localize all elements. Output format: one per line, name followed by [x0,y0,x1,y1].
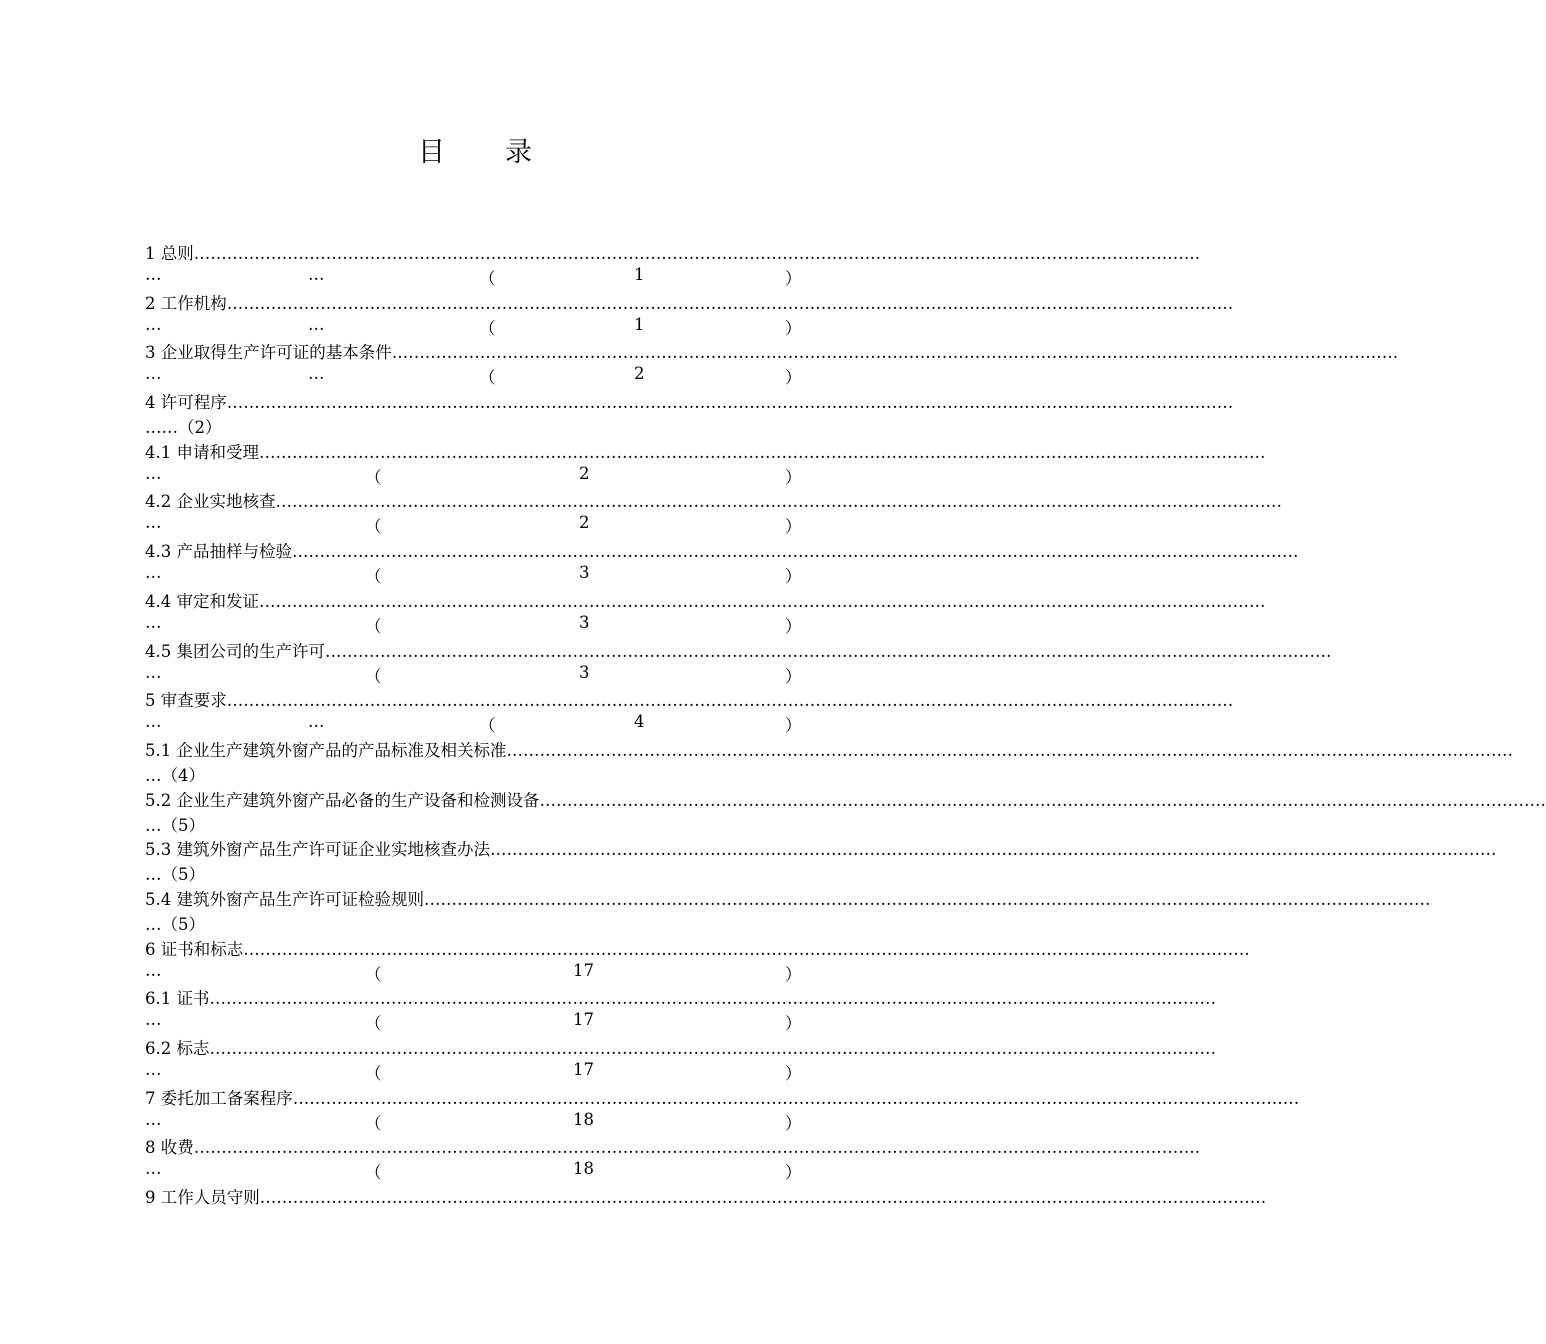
toc-page-number: 17 [573,960,594,980]
toc-leader-dots: ………………………………………………………………………………………………………………………………………………………………… [193,244,1201,263]
toc-leader-dots: ………………………………………………………………………………………………………………………………………………………………… [259,442,1266,462]
toc-paren-close: ） [785,467,802,487]
toc-page-number: 1 [634,314,645,334]
toc-entry-line [145,936,1250,961]
toc-page-number: 17 [573,1060,594,1079]
toc-page-line [145,315,805,339]
toc-page-line [145,1010,805,1034]
toc-leader-dots: … [308,265,325,284]
toc-entry-label: 9 工作人员守则 [145,1188,260,1208]
toc-page-line [145,464,805,488]
toc-paren-open: （ [365,1064,382,1083]
page-title [0,130,950,169]
toc-page-number: 3 [579,612,590,632]
toc-leader-dots: … [145,513,162,533]
toc-entry[interactable] [145,638,1332,688]
toc-leader-dots: ………………………………………………………………………………………………………………………………………………………………… [490,840,1497,860]
toc-page-number: …（5） [145,815,205,835]
toc-paren-close: ） [785,517,802,537]
toc-page-number: 18 [573,1109,594,1129]
toc-entry-line [145,787,1546,812]
toc-entry[interactable] [145,389,1234,439]
toc-page-line [145,762,805,786]
toc-paren-close: ） [785,1163,802,1183]
table-of-contents [145,240,1546,1234]
toc-leader-dots: … [145,1159,162,1179]
toc-page-line [145,663,805,687]
toc-leader-dots: ………………………………………………………………………………………………………………………………………………………………… [292,1088,1300,1108]
toc-entry-line [145,538,1299,563]
toc-entry-line [145,638,1332,663]
toc-page-line [145,1159,805,1183]
toc-entry-label: 3 企业取得生产许可证的基本条件 [145,343,392,363]
toc-leader-dots: ………………………………………………………………………………………………………………………………………………………………… [209,989,1216,1009]
toc-page-line [145,1060,805,1084]
toc-entry-line [145,588,1266,613]
toc-entry[interactable] [145,488,1282,538]
toc-entry-line [145,240,1201,265]
toc-entry-line [145,1184,1267,1209]
toc-entry-label: 5.2 企业生产建筑外窗产品必备的生产设备和检测设备 [145,790,540,810]
toc-leader-dots: ………………………………………………………………………………………………………………………………………………………………… [506,740,1513,760]
toc-entry-line [145,1035,1216,1060]
toc-leader-dots: ………………………………………………………………………………………………………………………………………………………………… [226,393,1234,413]
toc-leader-dots: ………………………………………………………………………………………………………………………………………………………………… [424,889,1431,909]
toc-entry-line [145,985,1216,1010]
toc-entry-line [145,836,1497,861]
toc-leader-dots: … [308,314,325,334]
toc-leader-dots: ………………………………………………………………………………………………………………………………………………………………… [292,542,1299,562]
toc-paren-close: ） [785,567,802,587]
toc-leader-dots: … [145,1010,162,1030]
toc-entry-label: 1 总则 [145,244,194,263]
toc-leader-dots: ………………………………………………………………………………………………………………………………………………………………… [539,790,1546,810]
toc-leader-dots: … [145,1060,162,1079]
toc-entry-line [145,687,1234,712]
toc-page-line [145,812,805,836]
toc-entry[interactable] [145,687,1234,737]
toc-entry[interactable] [145,1085,1300,1135]
toc-entry[interactable] [145,787,1546,837]
toc-entry-label: 5.3 建筑外窗产品生产许可证企业实地核查办法 [145,840,490,860]
toc-entry-line [145,389,1234,414]
toc-paren-close: ） [785,666,802,686]
toc-leader-dots: … [308,712,325,732]
toc-entry[interactable] [145,936,1250,986]
toc-entry[interactable] [145,588,1266,638]
toc-leader-dots: … [145,265,162,284]
toc-paren-close: ） [785,616,802,636]
toc-paren-close: ） [785,1113,802,1133]
toc-leader-dots: … [145,712,162,732]
toc-page-line [145,265,805,289]
toc-leader-dots: ………………………………………………………………………………………………………………………………………………………………… [259,591,1266,611]
toc-entry-label: 4.3 产品抽样与检验 [145,542,292,562]
toc-entry[interactable] [145,1134,1201,1184]
toc-entry-label: 6 证书和标志 [145,939,244,959]
toc-page-number: 17 [573,1010,594,1030]
toc-entry-label: 5 审查要求 [145,691,227,711]
toc-leader-dots: ………………………………………………………………………………………………………………………………………………………………… [391,343,1399,363]
toc-page-line [145,613,805,637]
toc-entry[interactable] [145,538,1299,588]
toc-entry[interactable] [145,290,1234,340]
toc-entry-line [145,339,1399,364]
toc-entry[interactable] [145,737,1513,787]
toc-entry[interactable] [145,339,1399,389]
toc-leader-dots: ………………………………………………………………………………………………………………………………………………………………… [275,492,1282,512]
toc-page-number: 2 [634,364,645,384]
toc-entry-label: 6.1 证书 [145,989,210,1009]
toc-page-line [145,414,805,438]
toc-page-line [145,861,805,885]
toc-leader-dots: … [145,1109,162,1129]
toc-entry[interactable] [145,886,1431,936]
toc-page-line [145,961,805,985]
toc-paren-close: ） [785,964,802,984]
toc-page-line [145,712,805,736]
toc-page-number: 3 [579,662,590,682]
toc-page-line [145,513,805,537]
toc-page-number: 2 [579,513,590,533]
toc-paren-close: ） [785,318,802,338]
toc-page-number: ……（2） [145,418,222,438]
toc-entry-label: 4.2 企业实地核查 [145,492,276,512]
toc-entry-label: 4.5 集团公司的生产许可 [145,641,325,661]
toc-page-number: 4 [634,712,645,732]
toc-paren-open: （ [365,616,382,636]
toc-leader-dots: ………………………………………………………………………………………………………………………………………………………………… [193,1138,1201,1158]
toc-entry-label: 6.2 标志 [145,1039,210,1058]
toc-entry-line [145,439,1266,464]
toc-paren-close: ） [785,1064,802,1083]
toc-entry-line [145,290,1234,315]
toc-paren-open: （ [479,716,496,736]
toc-leader-dots: … [145,463,162,483]
toc-paren-close: ） [785,269,802,288]
toc-entry-line [145,1085,1300,1110]
toc-entry[interactable] [145,240,1201,290]
toc-entry-label: 8 收费 [145,1138,194,1158]
toc-entry-line [145,488,1282,513]
toc-paren-open: （ [365,964,382,984]
toc-paren-open: （ [365,1113,382,1133]
toc-entry-label: 4 许可程序 [145,393,227,413]
toc-leader-dots: … [145,612,162,632]
toc-leader-dots: … [308,364,325,384]
toc-paren-close: ） [785,716,802,736]
toc-page-line [145,911,805,935]
toc-paren-open: （ [479,318,496,338]
toc-leader-dots: … [145,563,162,583]
toc-leader-dots: ………………………………………………………………………………………………………………………………………………………………… [325,641,1332,661]
toc-entry-label: 4.1 申请和受理 [145,442,259,462]
toc-page-number: 2 [579,463,590,483]
toc-paren-open: （ [365,517,382,537]
title-char-2: 录 [505,137,532,168]
toc-leader-dots: ………………………………………………………………………………………………………………………………………………………………… [226,691,1234,711]
title-char-1: 目 [418,137,445,168]
toc-entry[interactable] [145,836,1497,886]
toc-entry-label: 7 委托加工备案程序 [145,1088,293,1108]
toc-paren-close: ） [785,1014,802,1034]
toc-leader-dots: ………………………………………………………………………………………………………………………………………………………………… [226,293,1234,313]
toc-leader-dots: ………………………………………………………………………………………………………………………………………………………………… [243,939,1250,959]
toc-entry[interactable] [145,985,1216,1035]
toc-entry-label: 2 工作机构 [145,293,227,313]
toc-page-line [145,364,805,388]
toc-paren-open: （ [479,368,496,388]
toc-leader-dots: … [145,960,162,980]
toc-entry-label: 5.1 企业生产建筑外窗产品的产品标准及相关标准 [145,740,507,760]
toc-paren-open: （ [479,269,496,288]
toc-entry-label: 5.4 建筑外窗产品生产许可证检验规则 [145,889,424,909]
toc-page-number: …（5） [145,865,205,885]
toc-page-number: 1 [634,265,645,284]
toc-leader-dots: … [145,662,162,682]
toc-leader-dots: … [145,314,162,334]
toc-page-number: …（5） [145,914,205,934]
toc-page-number: 18 [573,1159,594,1179]
toc-paren-open: （ [365,567,382,587]
toc-entry-line [145,737,1513,762]
toc-paren-close: ） [785,368,802,388]
toc-entry-line [145,886,1431,911]
toc-paren-open: （ [365,1014,382,1034]
toc-page-line [145,563,805,587]
toc-entry[interactable] [145,1184,1267,1234]
toc-paren-open: （ [365,467,382,487]
toc-entry[interactable] [145,1035,1216,1085]
toc-entry-line [145,1134,1201,1159]
toc-paren-open: （ [365,1163,382,1183]
toc-entry-label: 4.4 审定和发证 [145,591,259,611]
toc-entry[interactable] [145,439,1266,489]
toc-page-number: 3 [579,563,590,583]
toc-leader-dots: ………………………………………………………………………………………………………………………………………………………………… [209,1039,1216,1058]
toc-leader-dots: … [145,364,162,384]
toc-page-number: …（4） [145,765,205,785]
toc-paren-open: （ [365,666,382,686]
toc-page-line [145,1110,805,1134]
toc-leader-dots: ………………………………………………………………………………………………………………………………………………………………… [259,1188,1267,1208]
